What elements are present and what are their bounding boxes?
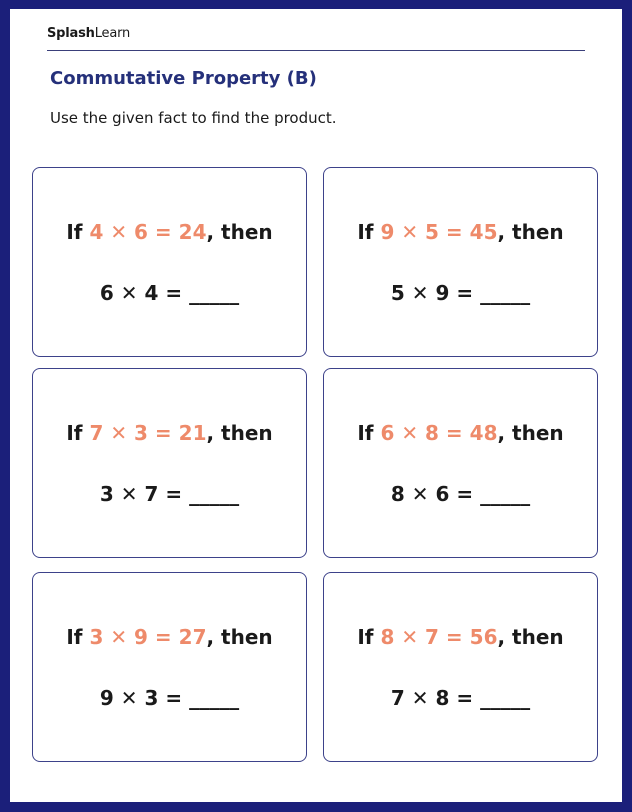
given-fact: 6 ✕ 8 = 48 [380,421,498,445]
worksheet [10,9,622,802]
given-fact: 9 ✕ 5 = 45 [380,220,498,244]
problem-card-1 [32,167,307,357]
worksheet-title: Commutative Property (B) [50,68,317,89]
problem-card-4 [323,368,598,558]
question-line: 5 ✕ 9 = _____ [390,281,531,305]
problem-card-2 [323,167,598,357]
given-fact: 7 ✕ 3 = 21 [89,421,207,445]
problem-card-6 [323,572,598,762]
given-fact-line: If 6 ✕ 8 = 48, then [357,421,564,445]
header-divider [47,50,585,51]
question-line: 6 ✕ 4 = _____ [99,281,240,305]
instructions: Use the given fact to find the product. [50,109,337,127]
given-fact-line: If 3 ✕ 9 = 27, then [66,625,273,649]
given-fact-line: If 8 ✕ 7 = 56, then [357,625,564,649]
question-line: 9 ✕ 3 = _____ [99,686,240,710]
given-fact: 8 ✕ 7 = 56 [380,625,498,649]
given-fact-line: If 9 ✕ 5 = 45, then [357,220,564,244]
question-line: 7 ✕ 8 = _____ [390,686,531,710]
given-fact: 4 ✕ 6 = 24 [89,220,207,244]
given-fact-line: If 7 ✕ 3 = 21, then [66,421,273,445]
given-fact: 3 ✕ 9 = 27 [89,625,207,649]
brand-logo: SplashLearn [47,26,131,41]
question-line: 3 ✕ 7 = _____ [99,482,240,506]
problem-card-5 [32,572,307,762]
problem-card-3 [32,368,307,558]
question-line: 8 ✕ 6 = _____ [390,482,531,506]
given-fact-line: If 4 ✕ 6 = 24, then [66,220,273,244]
